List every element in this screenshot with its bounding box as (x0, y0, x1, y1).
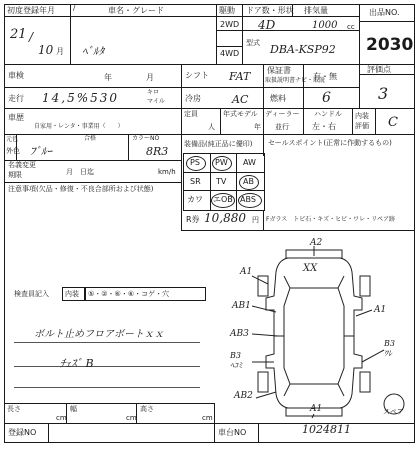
r-ticket-unit: 円 (252, 216, 259, 224)
equip-item: SR (190, 177, 201, 186)
frame-right (414, 4, 415, 443)
2wd-label: 2WD (220, 20, 240, 29)
model-year-label: 年式モデル (223, 110, 258, 118)
name-grade-label: 車名・グレード (108, 6, 164, 15)
frame-top (4, 4, 415, 5)
damage-mark: AB3 (230, 329, 249, 339)
equip-item: カワ (187, 195, 203, 204)
hw-ext-color: ﾌﾞﾙｰ (30, 145, 52, 158)
drive-label: 駆動 (219, 6, 235, 15)
hw-inspector-note-2: ﾁｪｽﾞ B (60, 357, 94, 370)
hw-shift: FAT (229, 70, 251, 83)
shaken-month-unit: 月 (146, 73, 154, 82)
damage-mark: AB1 (232, 301, 251, 311)
equip-item: PW (215, 158, 228, 167)
equip-item: AB (243, 177, 254, 186)
damage-mark: ﾍｺﾐ (230, 361, 242, 370)
interior-sub: 評価 (355, 122, 369, 130)
door-label: ドア数・形状 (246, 6, 294, 15)
4wd-label: 4WD (220, 49, 240, 58)
ext-color-label: 外色 (6, 147, 20, 155)
length-label: 長さ (7, 405, 21, 413)
handle-value: 左・右 (312, 122, 336, 131)
hw-car-name: ﾍﾞﾙﾀ (82, 45, 104, 58)
warranty-label: 保証書 (267, 66, 291, 75)
hw-mileage: 14,5%530 (42, 91, 120, 105)
cc-unit: cc (347, 23, 355, 31)
model-year-unit: 年 (254, 123, 261, 131)
fuel-label: 燃料 (270, 94, 286, 103)
equip-selected-mark (239, 175, 259, 190)
month-unit: 月 (56, 47, 64, 56)
shift-label: シフト (185, 71, 209, 80)
hw-first-reg-month: 10 (38, 43, 54, 57)
frame-bottom (4, 442, 415, 443)
warranty-value: 有・無 (313, 72, 337, 81)
hw-displacement: 1000 (312, 20, 338, 31)
dealer-label: ディーラー (265, 110, 300, 118)
kmh-unit: km/h (158, 168, 176, 176)
mile-unit: マイル (147, 98, 165, 105)
inspector-interior-label: 内装 (65, 290, 79, 298)
damage-mark: B3 (384, 339, 395, 348)
name-change-sub: 期限 (8, 171, 22, 179)
capacity-label: 定員 (184, 110, 198, 118)
usage-options: 自家用・レンタ・事業用（ ） (34, 123, 124, 130)
interior-label: 内装 (355, 112, 369, 120)
aircon-label: 冷房 (185, 94, 201, 103)
auction-sheet: 初度登録年月 / 車名・グレード 駆動 ドア数・形状 排気量 出品NO. 2030 2WD 4WD cc 型式 21 / 10 月 ﾍﾞﾙﾀ 4D 1000 DBA-KSP92 車検 年 月 シフト FAT 保証書 取扱説明書ナビ・取説 有・無 評価点 3 走行 14,5%530 キロ マイル 冷房 AC 燃料 6 車歴 自家用・レンタ・事業用（ ） 定員 人 年式モデル 年 ディーラー 並行 ハンドル 左・右 内装 評価 C 元色 外色 合格 カラーNO ﾌﾞﾙｰ 8R3 名義変更 期限 月 日迄 km/h 注意事項(欠品・修復・不良合部所および状態) 装備品(純正品に優印) セールスポイント(正常に作動するもの) PS PW AW SR TV AB カワ エOB ABS R券 10,880 円 Fガラス トビ石・キズ・ヒビ・ワレ・リペア跡 検査員記入 内装 ⑤・②・⑥・⑥・コゲ・穴 ボルト止めフロアボートｘｘ ﾁｪｽﾞ B A2 XX A1 AB1 A1 AB3 B3 ﾜﾚ B3 ﾍｺﾐ AB2 A1 スペア 長さ cm 幅 cm 高さ cm 登録NO 車台NO 1024811 (0, 0, 420, 450)
equip-item: AW (243, 158, 256, 167)
equip-selected-mark (212, 156, 232, 171)
width-label: 幅 (70, 405, 77, 413)
name-change-label: 名義変更 (8, 161, 36, 169)
hw-interior-grade: C (388, 115, 398, 130)
mileage-label: 走行 (8, 94, 24, 103)
reg-no-label: 登録NO (8, 428, 37, 437)
hw-chassis-no: 1024811 (302, 423, 351, 436)
damage-mark: B3 (230, 351, 241, 360)
equipment-title: 装備品(純正品に優印) (184, 140, 253, 148)
equip-selected-mark (238, 193, 262, 208)
damage-mark: A1 (374, 305, 387, 315)
spare-tire-label: スペア (383, 408, 404, 416)
shaken-label: 車検 (8, 71, 24, 80)
glass-label: Fガラス トビ石・キズ・ヒビ・ワレ・リペア跡 (266, 216, 396, 223)
lot-label: 出品NO. (369, 8, 400, 17)
equip-item: PS (190, 158, 200, 167)
inspector-interior-options: ⑤・②・⑥・⑥・コゲ・穴 (88, 290, 170, 298)
sales-point-label: セールスポイント(正常に作動するもの) (268, 139, 392, 147)
damage-mark: AB2 (234, 391, 253, 401)
color-code-label: 合格 (84, 135, 97, 142)
damage-mark: A1 (240, 267, 253, 277)
inspector-label: 検査員記入 (14, 290, 49, 298)
r-ticket-label: R券 (186, 215, 200, 224)
hw-fuel: 6 (322, 90, 331, 106)
model-label: 型式 (246, 39, 260, 47)
height-unit: cm (202, 414, 213, 422)
equip-selected-mark (211, 193, 235, 208)
hw-aircon: AC (232, 93, 249, 106)
km-unit: キロ (147, 89, 160, 96)
damage-mark: ﾜﾚ (384, 349, 392, 358)
frame-left (4, 4, 5, 443)
chassis-no-label: 車台NO (218, 428, 247, 437)
notice-label: 注意事項(欠品・修復・不良合部所および状態) (8, 185, 154, 193)
name-change-deadline: 月 日迄 (66, 168, 94, 176)
score-label: 評価点 (367, 65, 391, 74)
first-reg-label: 初度登録年月 (7, 6, 55, 15)
hw-first-reg-year: 21 (10, 27, 27, 42)
hw-door-type: 4D (258, 18, 276, 32)
capacity-unit: 人 (208, 123, 215, 131)
damage-mark: A1 (310, 404, 323, 414)
shaken-year-unit: 年 (104, 73, 112, 82)
damage-mark: XX (303, 263, 318, 274)
dealer-sub: 並行 (275, 123, 289, 131)
hw-inspector-note-1: ボルト止めフロアボートｘｘ (34, 329, 164, 340)
height-label: 高さ (140, 405, 154, 413)
lot-number: 2030 (366, 35, 414, 55)
hw-color-no: 8R3 (146, 145, 169, 158)
hw-r-ticket: 10,880 (204, 211, 246, 225)
warranty-sub: 取扱説明書ナビ・取説 (265, 77, 326, 84)
damage-mark: A2 (310, 238, 323, 248)
equip-item: TV (216, 177, 227, 186)
equip-item: エOB (213, 195, 233, 204)
hw-model-code: DBA-KSP92 (270, 43, 336, 56)
ext-color-sub: 元色 (6, 136, 19, 143)
usage-label: 車歴 (8, 113, 24, 122)
hw-score: 3 (378, 84, 389, 103)
displacement-label: 排気量 (304, 6, 328, 15)
length-unit: cm (56, 414, 67, 422)
handle-label: ハンドル (314, 110, 342, 118)
width-unit: cm (126, 414, 137, 422)
equip-item: ABS (240, 195, 256, 204)
equip-selected-mark (186, 156, 206, 171)
color-no-label: カラーNO (132, 135, 160, 142)
